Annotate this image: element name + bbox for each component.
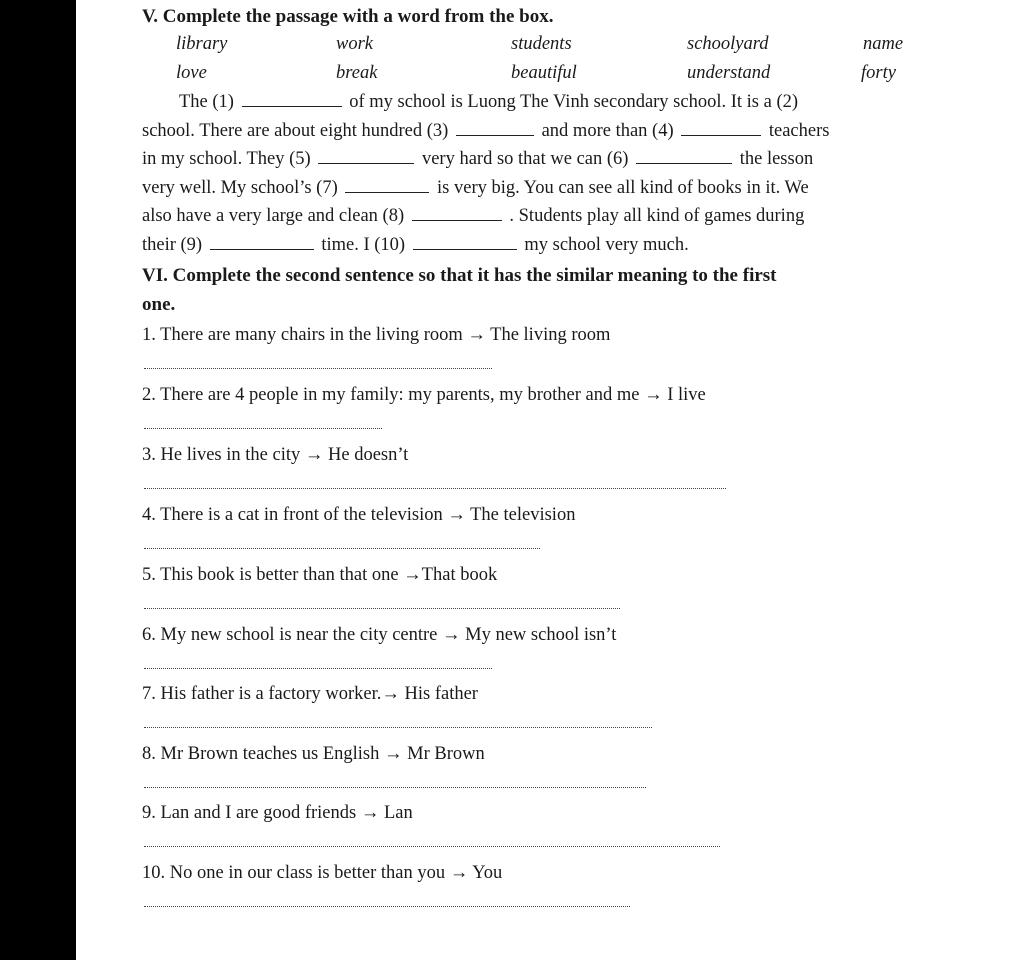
question-8: 8. Mr Brown teaches us English → Mr Brown	[142, 744, 485, 764]
passage-text: my school very much.	[524, 235, 689, 255]
passage-text: very well. My school’s (7)	[142, 178, 338, 198]
box-word: work	[336, 34, 373, 54]
passage-text: teachers	[768, 121, 830, 141]
box-word: understand	[687, 63, 771, 83]
passage-line	[142, 178, 809, 199]
answer-line-10[interactable]	[144, 906, 630, 907]
box-word: schoolyard	[687, 34, 769, 54]
passage-text: the lesson	[739, 149, 814, 169]
passage-text: time. I (10)	[321, 235, 406, 255]
passage-text: is very big. You can see all kind of books in it. We	[437, 178, 809, 198]
answer-line-4[interactable]	[144, 548, 540, 549]
box-word: library	[176, 34, 228, 54]
box-word: forty	[861, 63, 896, 83]
question-1: 1. There are many chairs in the living room → The living room	[142, 325, 611, 345]
passage-text: their (9)	[142, 235, 203, 255]
answer-line-5[interactable]	[144, 608, 620, 609]
left-black-border	[0, 0, 76, 960]
question-7: 7. His father is a factory worker.→ His father	[142, 684, 478, 704]
passage-line	[142, 206, 804, 227]
blank-10[interactable]	[413, 236, 517, 250]
blank-8[interactable]	[412, 207, 502, 221]
question-10: 10. No one in our class is better than you → You	[142, 863, 503, 883]
passage-text: also have a very large and clean (8)	[142, 206, 405, 226]
answer-line-9[interactable]	[144, 846, 720, 847]
passage-text: of my school is Luong The Vinh secondary school. It is a (2)	[349, 92, 799, 112]
answer-line-6[interactable]	[144, 668, 492, 669]
passage-text: very hard so that we can (6)	[421, 149, 629, 169]
blank-3[interactable]	[456, 122, 534, 136]
section-vi-heading: VI. Complete the second sentence so that it has the similar meaning to the first	[142, 265, 777, 286]
blank-9[interactable]	[210, 236, 314, 250]
answer-line-1[interactable]	[144, 368, 492, 369]
section-vi-heading-cont: one.	[142, 294, 176, 315]
box-word: beautiful	[511, 63, 577, 83]
passage-line	[142, 149, 813, 170]
blank-1[interactable]	[242, 93, 342, 107]
answer-line-3[interactable]	[144, 488, 726, 489]
blank-4[interactable]	[681, 122, 761, 136]
passage-text: The (1)	[179, 92, 234, 112]
passage-text: in my school. They (5)	[142, 149, 311, 169]
passage-text: and more than (4)	[541, 121, 674, 141]
answer-line-8[interactable]	[144, 787, 646, 788]
box-word: break	[336, 63, 378, 83]
question-5: 5. This book is better than that one →That book	[142, 565, 498, 585]
passage-line	[179, 92, 798, 113]
question-2: 2. There are 4 people in my family: my parents, my brother and me → I live	[142, 385, 706, 405]
passage-text: school. There are about eight hundred (3)	[142, 121, 449, 141]
answer-line-2[interactable]	[144, 428, 382, 429]
blank-5[interactable]	[318, 150, 414, 164]
passage-text: . Students play all kind of games during	[509, 206, 805, 226]
question-4: 4. There is a cat in front of the television → The television	[142, 505, 576, 525]
box-word: love	[176, 63, 207, 83]
blank-7[interactable]	[345, 179, 429, 193]
blank-6[interactable]	[636, 150, 732, 164]
passage-line	[142, 121, 829, 142]
box-word: name	[863, 34, 904, 54]
box-word: students	[511, 34, 572, 54]
passage-line	[142, 235, 689, 256]
question-6: 6. My new school is near the city centre → My new school isn’t	[142, 625, 617, 645]
answer-line-7[interactable]	[144, 727, 652, 728]
section-v-heading: V. Complete the passage with a word from the box.	[142, 6, 554, 27]
question-3: 3. He lives in the city → He doesn’t	[142, 445, 409, 465]
question-9: 9. Lan and I are good friends → Lan	[142, 803, 413, 823]
